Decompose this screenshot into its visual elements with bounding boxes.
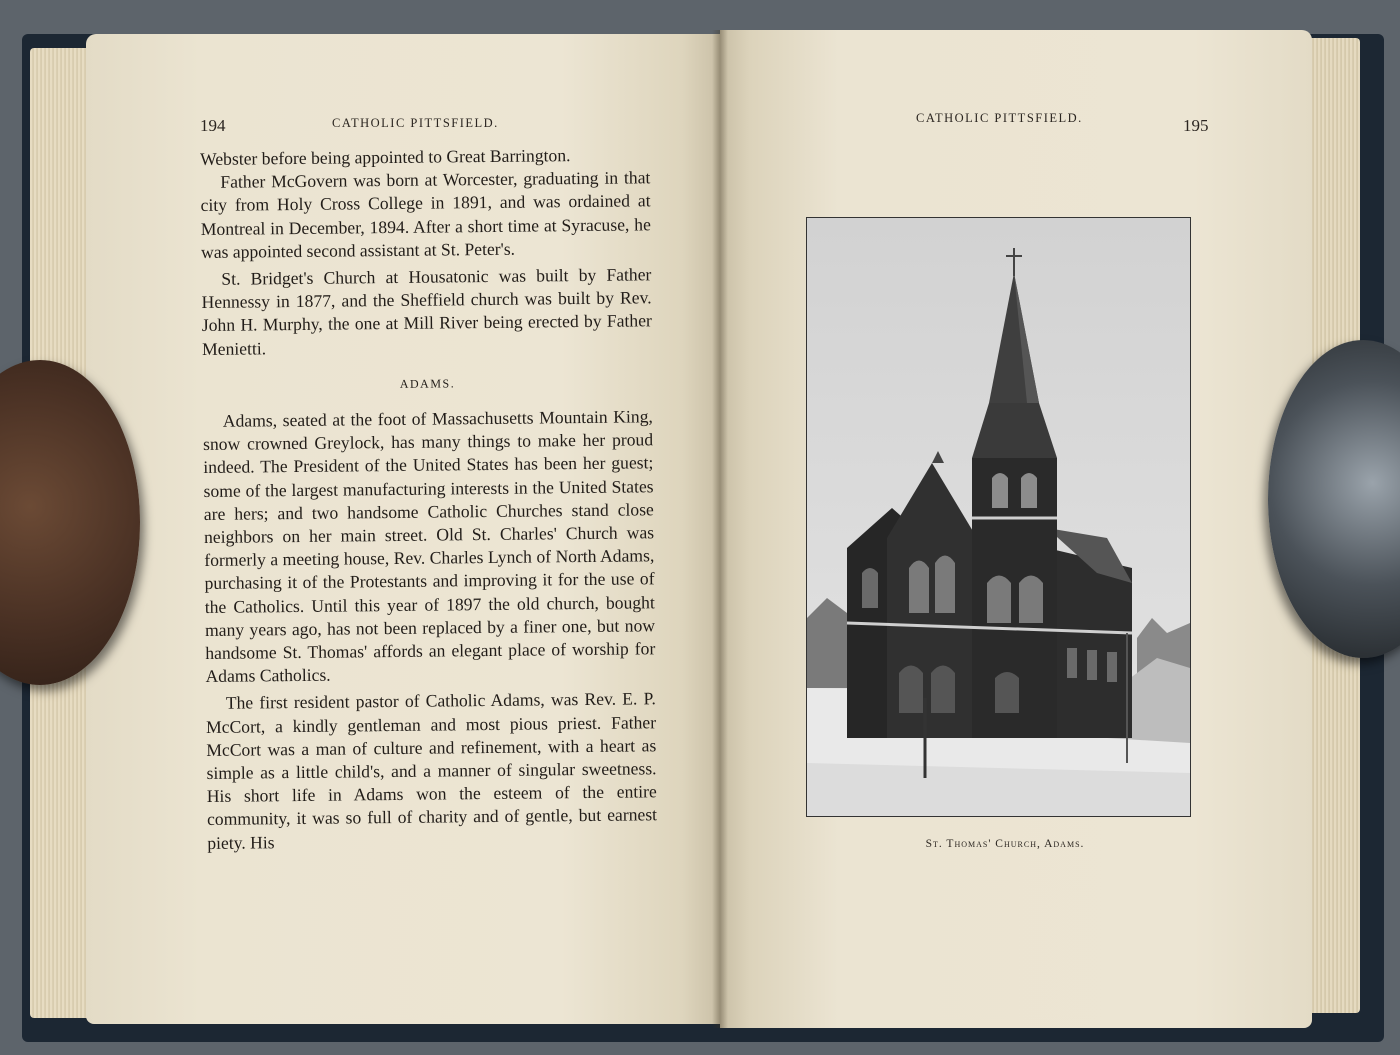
book-gutter — [712, 30, 728, 1028]
paragraph: Adams, seated at the foot of Massachusetts Mountain King, snow crowned Greylock, has many things to make her proud indeed. The President of the United States has been her guest; some of the largest manufacturing interests in the United States are hers; and two handsome Catholic Churches stand close neighbors on her main street. Old St. Charles' Church was formerly a meeting house, Rev. Charles Lynch of North Adams, purchasing it of the Protestants and improving it for the use of the Catholics. Until this year of 1897 the old church, bought many years ago, has not been replaced by a finer one, but now handsome St. Thomas' affords an elegant place of worship for Adams Catholics. — [202, 406, 656, 687]
left-page-number: 194 — [200, 116, 226, 135]
paragraph: St. Bridget's Church at Housatonic was built by Father Hennessy in 1877, and the Sheffield church was built by Rev. John H. Murphy, the one at Mill River being erected by Father Menietti. — [201, 264, 652, 359]
paragraph: Father McGovern was born at Worcester, graduating in that city from Holy Cross College in 1891, and was ordained at Montreal in December, 1894. After a short time at Syracuse, he was appointed second assistant at St. Peter's. — [200, 167, 651, 262]
left-running-head: CATHOLIC PITTSFIELD. — [332, 116, 499, 130]
church-photograph — [806, 217, 1191, 817]
left-page-text — [200, 143, 657, 855]
photo-caption: St. Thomas' Church, Adams. — [925, 838, 1085, 850]
right-page-number: 195 — [1183, 116, 1209, 135]
church-illustration — [807, 218, 1190, 816]
paragraph: The first resident pastor of Catholic Adams, was Rev. E. P. McCort, a kindly gentleman and most pious priest. Father McCort was a man of culture and refinement, with a heart as simple as a little child's, and a manner of singular sweetness. His short life in Adams won the esteem of the entire community, it was so full of charity and of gentle, but earnest piety. His — [205, 688, 658, 853]
paragraph: Webster before being appointed to Great Barrington. — [200, 145, 571, 169]
section-heading: ADAMS. — [399, 376, 456, 391]
right-running-head: CATHOLIC PITTSFIELD. — [916, 111, 1083, 125]
